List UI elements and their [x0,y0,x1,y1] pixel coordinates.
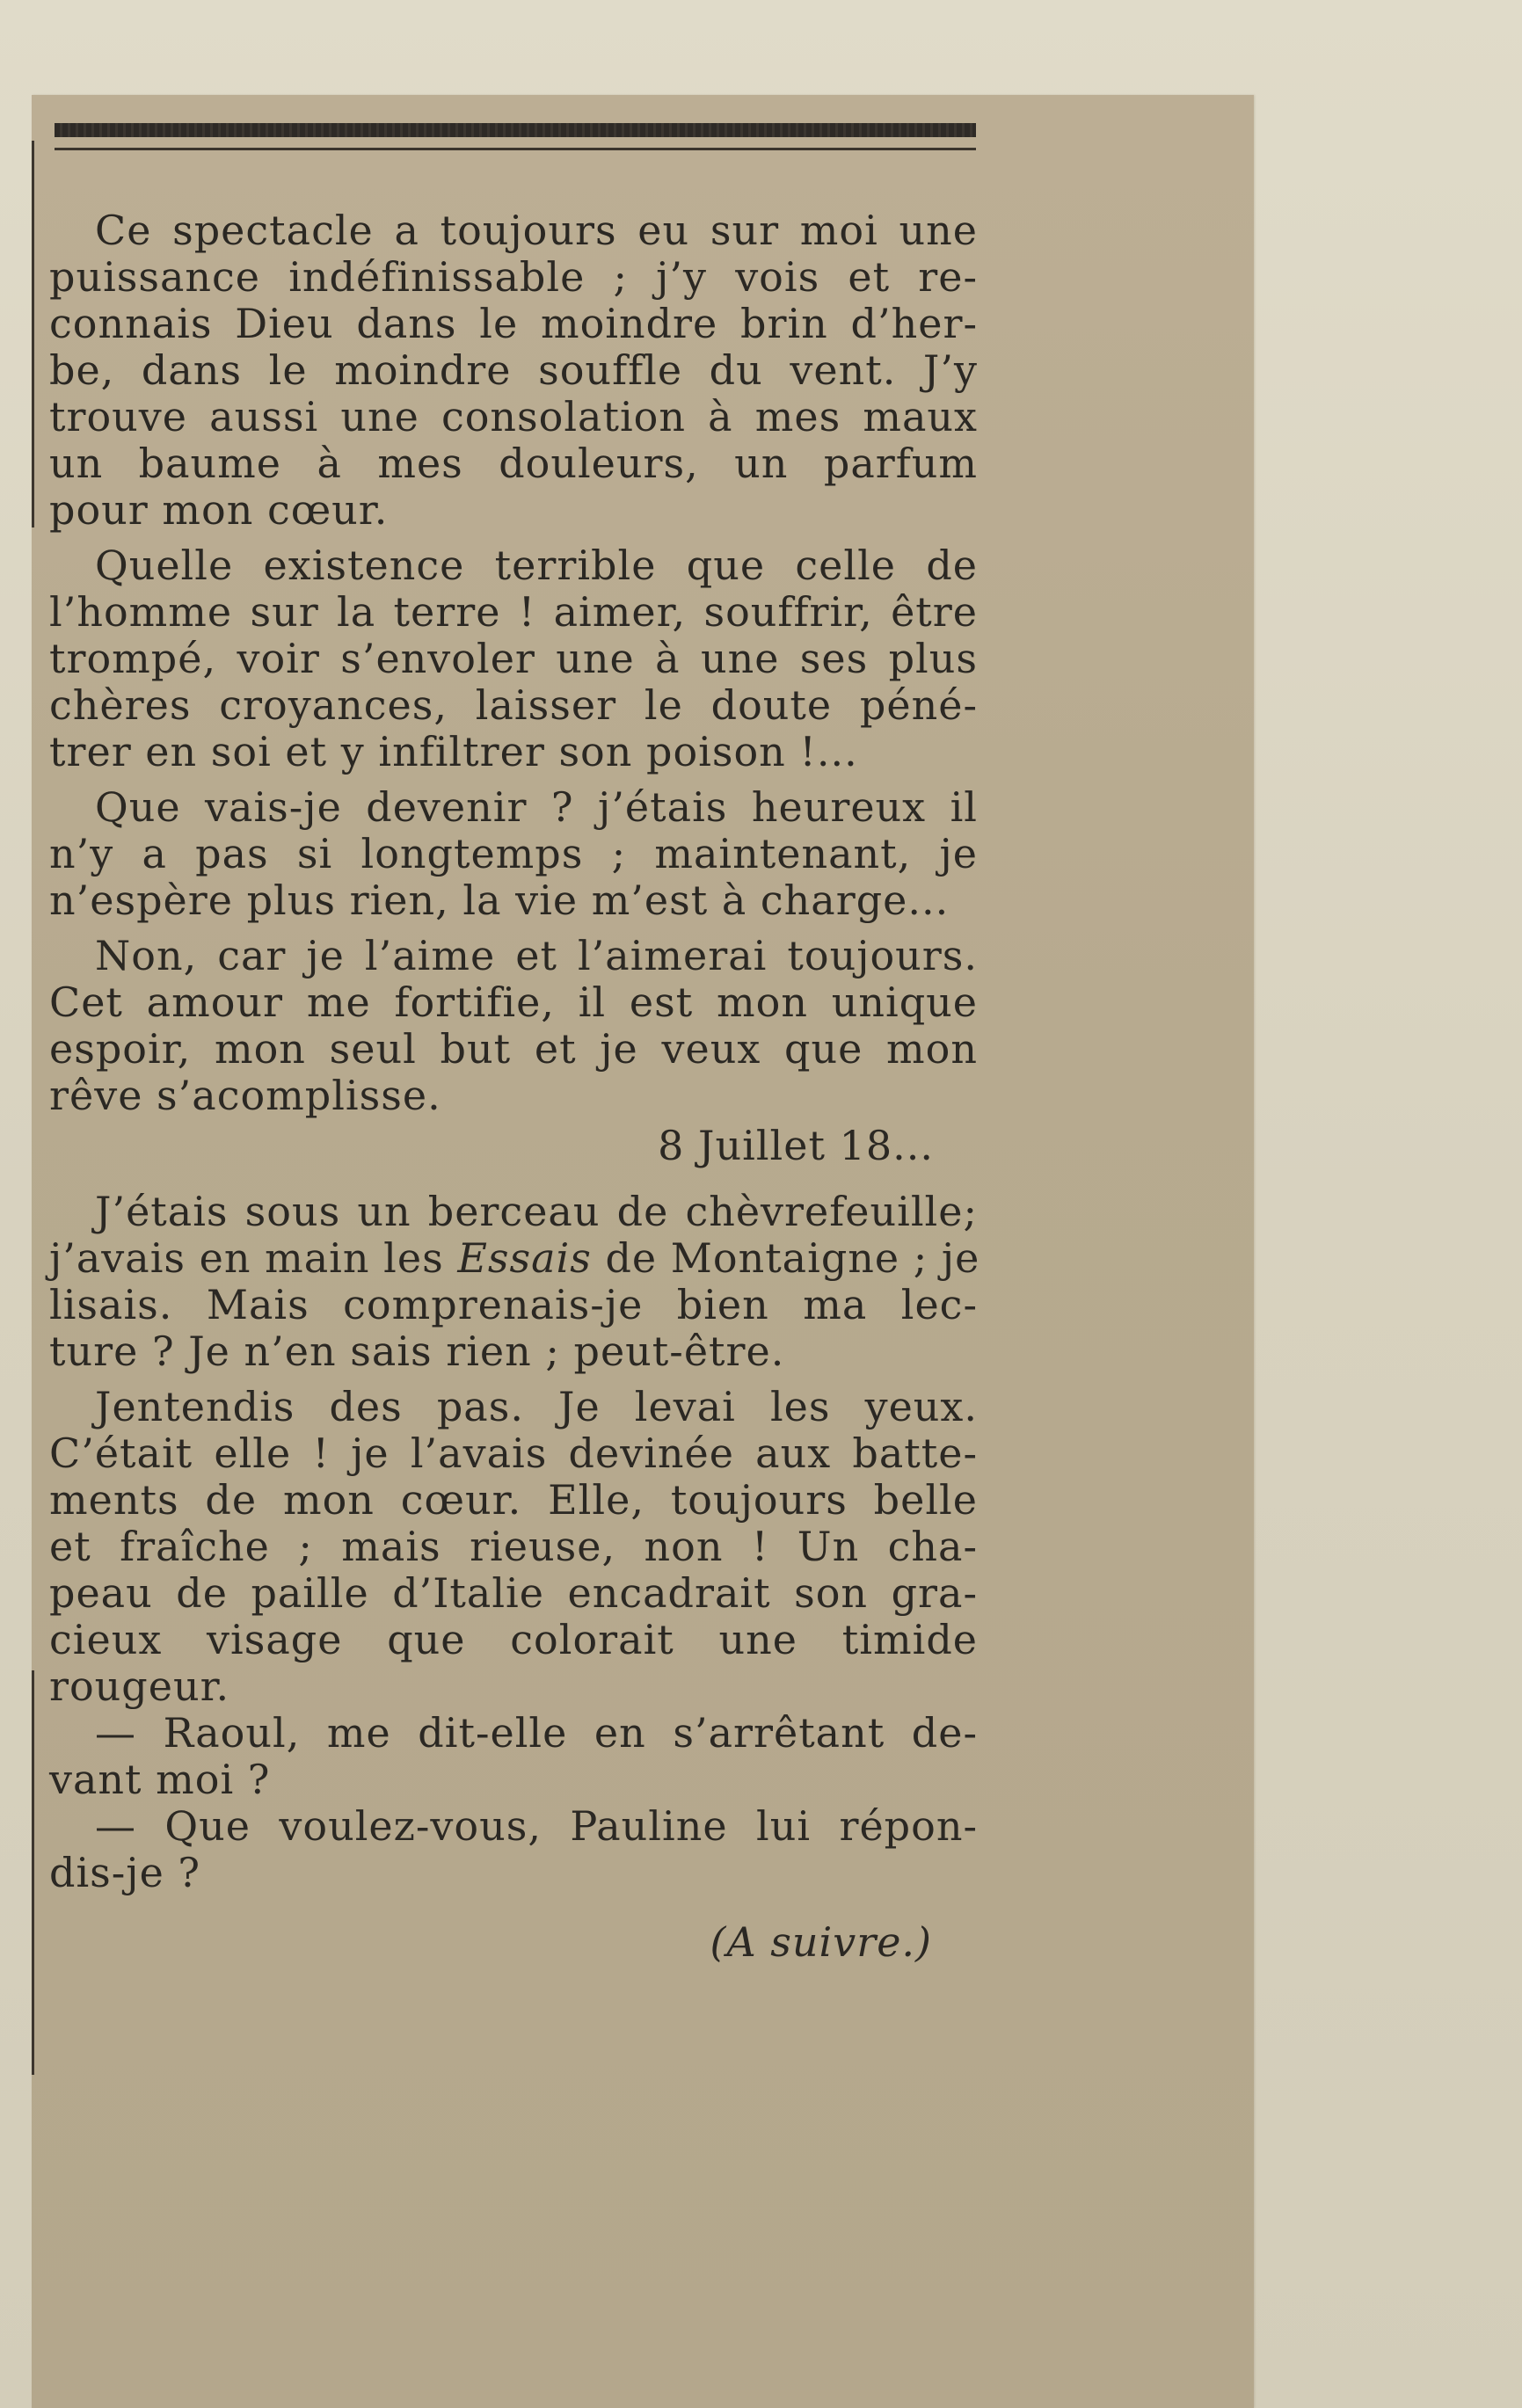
article-text [49,207,978,1968]
text-line: trompé, voir s’envoler une à une ses plus [49,635,978,682]
paragraph [49,1710,978,1803]
text-line: connais Dieu dans le moindre brin d’her- [49,300,978,347]
paragraph [49,1384,978,1710]
text-line: n’y a pas si longtemps ; maintenant, je [49,830,978,877]
paragraph [49,784,978,924]
text-line: n’espère plus rien, la vie m’est à charge... [49,877,950,924]
text-line: Non, car je l’aime et l’aimerai toujours. [95,932,978,979]
text-line: ture ? Je n’en sais rien ; peut-être. [49,1328,785,1375]
text-line: cieux visage que colorait une timide [49,1616,978,1663]
book-title: Essais [457,1234,592,1282]
header-rule-thick [55,123,976,137]
left-margin-rule [32,141,34,527]
text-line: trer en soi et y infiltrer son poison !... [49,728,858,775]
paragraph [49,542,978,775]
dateline: 8 Juillet 18... [658,1122,934,1169]
text-line: puissance indéfinissable ; j’y vois et re- [49,253,978,301]
text-line: be, dans le moindre souffle du vent. J’y [49,346,978,394]
paragraph [49,207,978,534]
text-line: trouve aussi une consolation à mes maux [49,393,978,440]
text-line: Cet amour me fortifie, il est mon unique [49,978,978,1026]
text-line: chères croyances, laisser le doute péné- [49,681,978,729]
text-line: rêve s’acomplisse. [49,1072,441,1119]
text-line: — Que voulez-vous, Pauline lui répon- [95,1802,978,1850]
text-line: et fraîche ; mais rieuse, non ! Un cha- [49,1523,978,1570]
text-line: — Raoul, me dit-elle en s’arrêtant de- [95,1709,978,1757]
text-line: Que vais-je devenir ? j’étais heureux il [95,783,978,831]
text-line: Ce spectacle a toujours eu sur moi une [95,207,978,254]
paragraph [49,1189,978,1375]
text-line: J’étais sous un berceau de chèvrefeuille; [95,1188,978,1235]
text-line: un baume à mes douleurs, un parfum [49,440,978,487]
paragraph [49,933,978,1119]
text-line: espoir, mon seul but et je veux que mon [49,1025,978,1073]
text-line: peau de paille d’Italie encadrait son gra- [49,1569,978,1617]
text-line: pour mon cœur. [49,486,389,534]
text-line: vant moi ? [49,1756,271,1803]
text-line: dis-je ? [49,1849,201,1896]
text-line [49,1235,978,1282]
header-rule-thin [55,148,976,150]
text-line: rougeur. [49,1662,230,1710]
text-run: de Montaigne ; je [591,1234,980,1282]
text-line: C’était elle ! je l’avais devinée aux batte- [49,1430,978,1477]
to-be-continued: (A suivre.) [710,1918,932,1966]
text-line: lisais. Mais comprenais-je bien ma lec- [49,1281,978,1328]
text-line: ments de mon cœur. Elle, toujours belle [49,1476,978,1524]
text-line: Quelle existence terrible que celle de [95,542,978,589]
text-line: Jentendis des pas. Je levai les yeux. [95,1383,978,1430]
left-margin-rule-lower [32,1670,34,2075]
text-run: j’avais en main les [49,1234,458,1282]
paragraph [49,1803,978,1896]
text-line: l’homme sur la terre ! aimer, souffrir, être [49,588,978,636]
